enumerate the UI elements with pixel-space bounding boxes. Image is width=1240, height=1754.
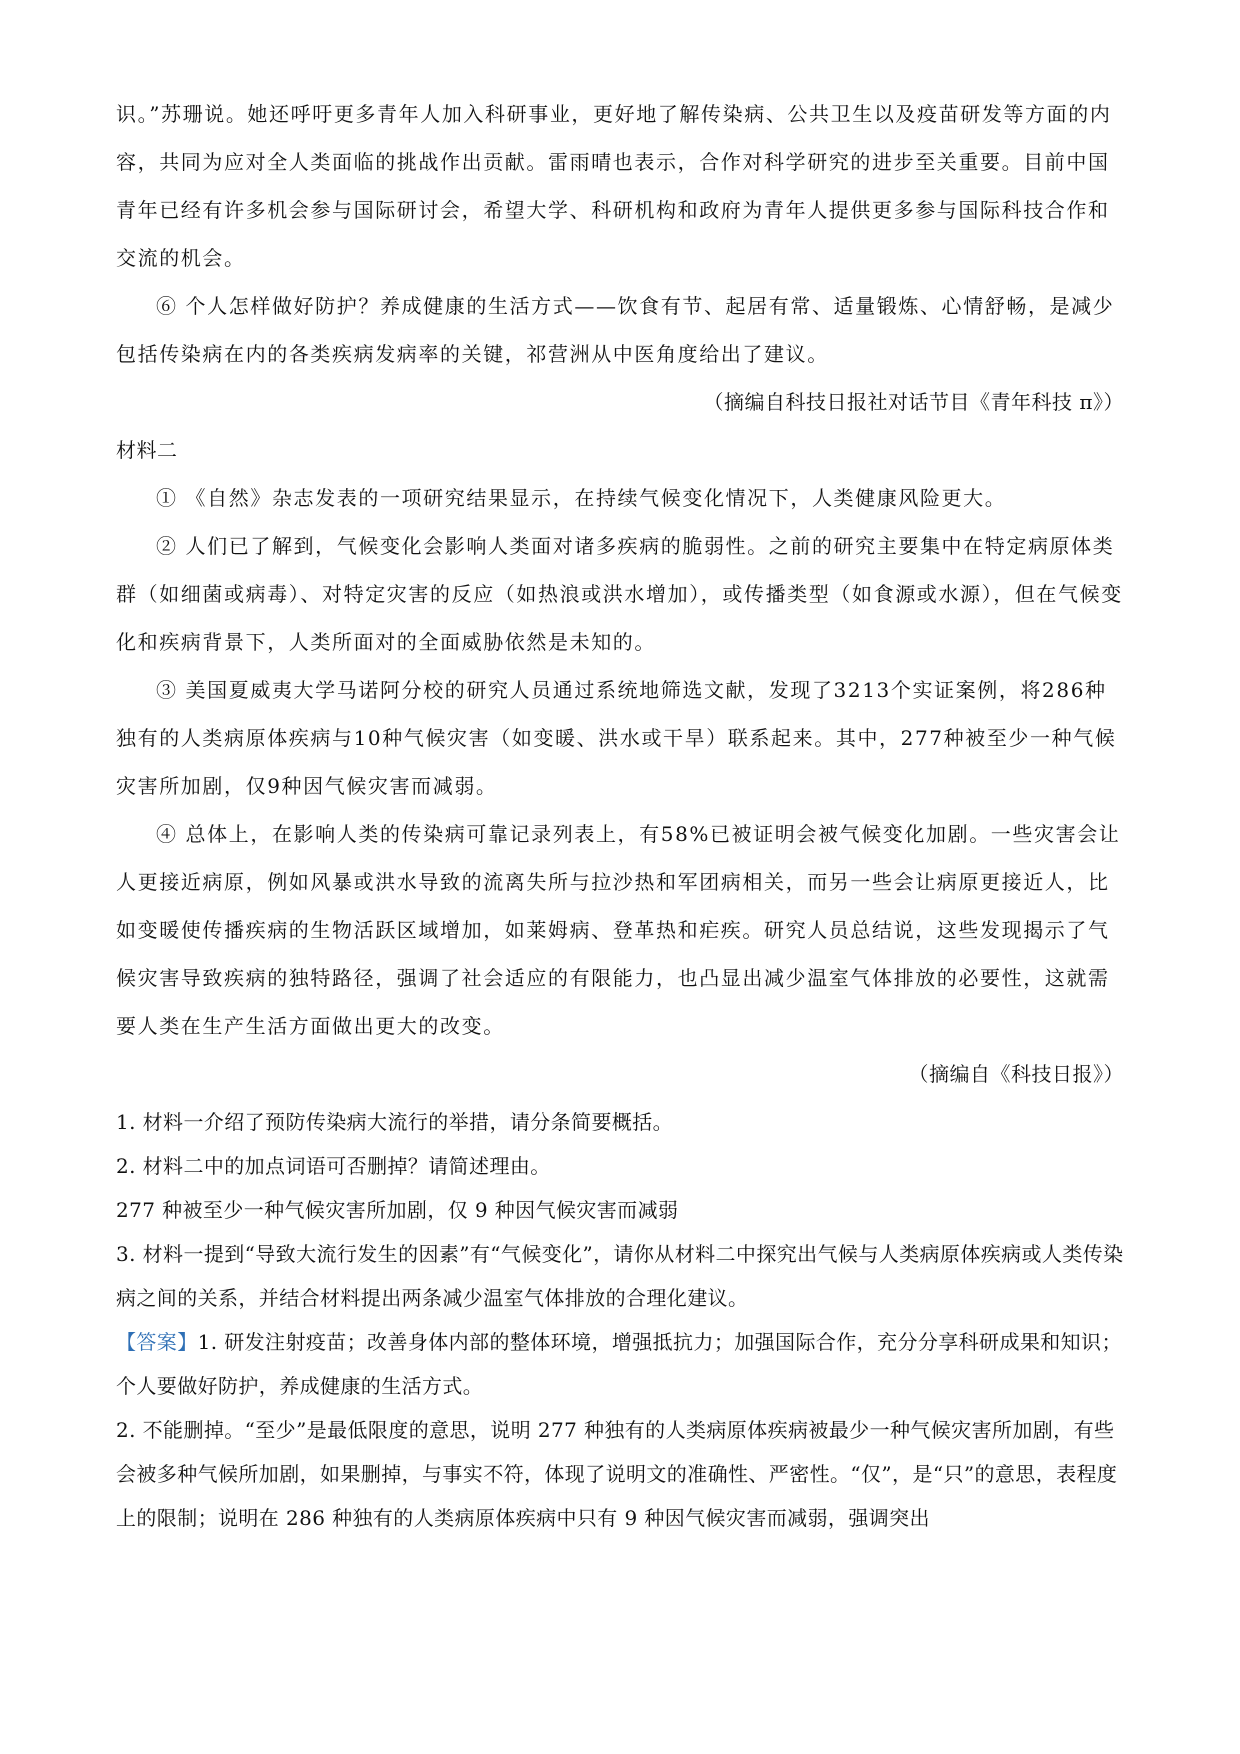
- material-one-paragraph-6: ⑥ 个人怎样做好防护？养成健康的生活方式——饮食有节、起居有常、适量锻炼、心情舒畅，是减少包括传染病在内的各类疾病发病率的关键，祁营洲从中医角度给出了建议。: [116, 294, 1115, 366]
- question-2-sentence: 277 种被至少一种气候灾害所加剧，仅 9 种因气候灾害而减弱: [116, 1198, 679, 1222]
- material-two-paragraph-2: ② 人们已了解到，气候变化会影响人类面对诸多疾病的脆弱性。之前的研究主要集中在特定病原体类群（如细菌或病毒）、对特定灾害的反应（如热浪或洪水增加），或传播类型（如食源或水源），但在气候变化和疾病背景下，人类所面对的全面威胁依然是未知的。: [116, 534, 1123, 654]
- material-two-paragraph-4: ④ 总体上，在影响人类的传染病可靠记录列表上，有58%已被证明会被气候变化加剧。一些灾害会让人更接近病原，例如风暴或洪水导致的流离失所与拉沙热和军团病相关，而另一些会让病原更接近人，比如变暖使传播疾病的生物活跃区域增加，如莱姆病、登革热和疟疾。研究人员总结说，这些发现揭示了气候灾害导致疾病的独特路径，强调了社会适应的有限能力，也凸显出减少温室气体排放的必要性，这就需要人类在生产生活方面做出更大的改变。: [116, 822, 1121, 1038]
- answer-1: [116, 1320, 1124, 1408]
- material-two-source: （摘编自《科技日报》）: [908, 1062, 1124, 1086]
- material-one-source: （摘编自科技日报社对话节目《青年科技 π》）: [703, 390, 1124, 414]
- question-1: 1. 材料一介绍了预防传染病大流行的举措，请分条简要概括。: [116, 1110, 674, 1134]
- material-two-paragraph-3: ③ 美国夏威夷大学马诺阿分校的研究人员通过系统地筛选文献，发现了3213个实证案例，将286种独有的人类病原体疾病与10种气候灾害（如变暖、洪水或干旱）联系起来。其中，277种被至少一种气候灾害所加剧，仅9种因气候灾害而减弱。: [116, 678, 1117, 798]
- answer-tag: 【答案】: [116, 1330, 198, 1354]
- question-3: 3. 材料一提到“导致大流行发生的因素”有“气候变化”，请你从材料二中探究出气候与人类病原体疾病或人类传染病之间的关系，并结合材料提出两条减少温室气体排放的合理化建议。: [116, 1242, 1124, 1310]
- material-one-continuation: 识。”苏珊说。她还呼吁更多青年人加入科研事业，更好地了解传染病、公共卫生以及疫苗研发等方面的内容，共同为应对全人类面临的挑战作出贡献。雷雨晴也表示，合作对科学研究的进步至关重要。目前中国青年已经有许多机会参与国际研讨会，希望大学、科研机构和政府为青年人提供更多参与国际科技合作和交流的机会。: [116, 102, 1112, 270]
- question-2: 2. 材料二中的加点词语可否删掉？请简述理由。: [116, 1154, 551, 1178]
- material-two-paragraph-1: ① 《自然》杂志发表的一项研究结果显示，在持续气候变化情况下，人类健康风险更大。: [156, 486, 1007, 510]
- material-two-heading: 材料二: [116, 438, 178, 462]
- answer-1-text: 1. 研发注射疫苗；改善身体内部的整体环境，增强抵抗力；加强国际合作，充分分享科研成果和知识；个人要做好防护，养成健康的生活方式。: [116, 1330, 1122, 1398]
- answer-2: 2. 不能删掉。“至少”是最低限度的意思，说明 277 种独有的人类病原体疾病被最少一种气候灾害所加剧，有些会被多种气候所加剧，如果删掉，与事实不符，体现了说明文的准确性、严密性。“仅”，是“只”的意思，表程度上的限制；说明在 286 种独有的人类病原体疾病中只有 9 种因气候灾害而减弱，强调突出: [116, 1418, 1118, 1530]
